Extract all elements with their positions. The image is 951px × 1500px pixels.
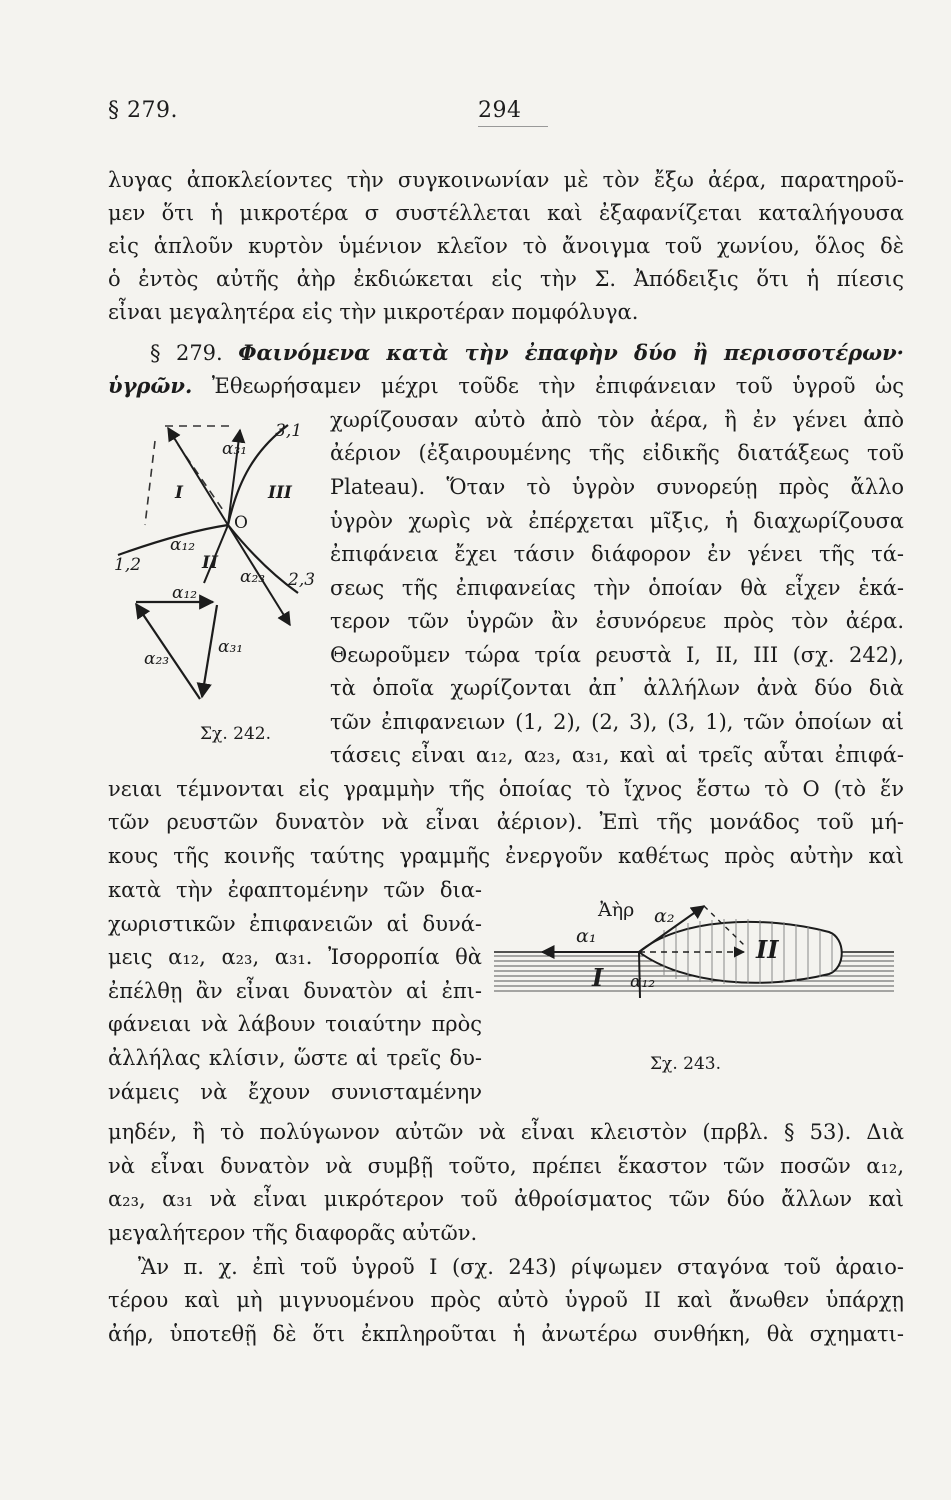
text-line: νάμεις νὰ ἔχουν συνισταμένην [108,1080,482,1104]
text-line: χωριστικῶν ἐπιφανειῶν αἱ δυνά- [108,912,482,936]
text-line: χωρίζουσαν αὐτὸ ἀπὸ τὸν ἀέρα, ἢ ἐν γένει ἀπὸ [330,408,904,432]
text-line: νὰ εἶναι δυνατὸν νὰ συμβῇ τοῦτο, πρέπει ἕκαστον τῶν ποσῶν α₁₂, [108,1154,904,1178]
text-line: εἰς ἁπλοῦν κυρτὸν ὑμένιον κλεῖον τὸ ἄνοιγμα τοῦ χωνίου, ὅλος δὲ [108,234,904,258]
label-liquid-II: II [756,935,779,964]
label-a12: α₁₂ [170,535,196,555]
figure-243-caption: Σχ. 243. [650,1054,721,1074]
section-text: Ἐθεωρήσαμεν μέχρι τοῦδε τὴν ἐπιφάνειαν τοῦ ὑγροῦ ὡς [211,374,904,398]
section-number: § 279. [150,341,223,365]
text-line: μεν ὅτι ἡ μικροτέρα σ συστέλλεται καὶ ἐξαφανίζεται καταλήγουσα [108,201,904,225]
label-air: Ἀὴρ [598,899,635,921]
label-surface-23: 2,3 [288,570,316,590]
label-phase-I: I [175,483,183,503]
text-line: λυγας ἀποκλείοντες τὴν συγκοινωνίαν μὲ τὸν ἔξω ἀέρα, παρατηροῦ- [108,168,904,192]
figure-243-drawing [494,890,904,1000]
figure-242-drawing [100,415,320,745]
text-line: κους τῆς κοινῆς ταύτης γραμμῆς ἐνεργοῦν καθέτως πρὸς αὐτὴν καὶ [108,844,904,868]
text-line: κατὰ τὴν ἐφαπτομένην τῶν δια- [108,878,482,902]
text-line: ἀήρ, ὑποτεθῇ δὲ ὅτι ἐκπληροῦται ἡ ἀνωτέρω συνθήκη, θὰ σχηματι- [108,1322,904,1346]
figure-242 [100,415,320,745]
text-line: τάσεις εἶναι α₁₂, α₂₃, α₃₁, καὶ αἱ τρεῖς αὗται ἐπιφά- [330,743,904,767]
label-phase-II: II [202,553,218,573]
text-line: τὰ ὁποῖα χωρίζονται ἀπ᾽ ἀλλήλων ἀνὰ δύο διὰ [330,676,904,700]
figure-242-caption: Σχ. 242. [200,724,271,744]
text-line: νειαι τέμνονται εἰς γραμμὴν τῆς ὁποίας τὸ ἴχνος ἔστω τὸ O (τὸ ἕν [108,777,904,801]
label-surface-12: 1,2 [114,555,142,575]
text-line: ἀέριον (ἐξαιρουμένης τῆς εἰδικῆς διατάξεως τοῦ [330,441,904,465]
text-line: τέρου καὶ μὴ μιγνυομένου πρὸς αὐτὸ ὑγροῦ II καὶ ἄνωθεν ὑπάρχῃ [108,1288,904,1312]
text-line: Plateau). Ὅταν τὸ ὑγρὸν συνορεύῃ πρὸς ἄλλο [330,475,904,499]
label-phase-III: III [268,483,292,503]
text-line: ἐπιφάνεια ἔχει τάσιν διάφορον ἐν γένει τῆς τά- [330,542,904,566]
label-tri-a12: α₁₂ [172,583,198,603]
text-line: Ἂν π. χ. ἐπὶ τοῦ ὑγροῦ I (σχ. 243) ρίψωμεν σταγόνα τοῦ ἀραιο- [138,1255,904,1279]
text-line: τῶν ἐπιφανειων (1, 2), (2, 3), (3, 1), τῶν ὁποίων αἱ [330,710,904,734]
label-point-O: O [234,513,248,533]
label-tri-a23: α₂₃ [144,649,170,669]
page-number-rule [478,126,548,127]
running-head-section: § 279. [108,98,178,123]
label-surface-31: 3,1 [275,421,303,441]
text-line: α₂₃, α₃₁ νὰ εἶναι μικρότερον τοῦ ἀθροίσματος τῶν δύο ἄλλων καὶ [108,1187,904,1211]
text-line [108,370,904,402]
text-line: μηδέν, ἢ τὸ πολύγωνον αὐτῶν νὰ εἶναι κλειστὸν (πρβλ. § 53). Διὰ [108,1120,904,1144]
text-line: φάνειαι νὰ λάβουν τοιαύτην πρὸς [108,1012,482,1036]
page-number: 294 [478,98,522,123]
text-line: εἶναι μεγαλητέρα εἰς τὴν μικροτέραν πομφόλυγα. [108,300,639,324]
text-line: Θεωροῦμεν τώρα τρία ρευστὰ I, II, III (σχ. 242), [330,643,904,667]
label-a12: α₁₂ [630,972,656,992]
text-line: ἐπέλθῃ ἂν εἶναι δυνατὸν αἱ ἐπι- [108,979,482,1003]
section-heading [150,337,904,369]
label-a2: α₂ [654,905,675,927]
text-line: τῶν ρευστῶν δυνατὸν νὰ εἶναι ἀέριον). Ἐπὶ τῆς μονάδος τοῦ μή- [108,810,904,834]
section-title-end: ὑγρῶν. [108,373,193,398]
text-line: μεγαλήτερον τῆς διαφορᾶς αὐτῶν. [108,1221,478,1245]
text-line: ἀλλήλας κλίσιν, ὥστε αἱ τρεῖς δυ- [108,1046,482,1070]
label-a31: α₃₁ [222,439,248,459]
text-line: ὑγρὸν χωρὶς νὰ ἐπέρχεται μῖξις, ἡ διαχωρίζουσα [330,509,904,533]
text-line: ὁ ἐντὸς αὐτῆς ἀὴρ ἐκδιώκεται εἰς τὴν Σ. Ἀπόδειξις ὅτι ἡ πίεσις [108,267,904,291]
section-title: Φαινόμενα κατὰ τὴν ἐπαφὴν δύο ἢ περισσοτέρων· [238,340,904,365]
label-a23: α₂₃ [240,567,266,587]
text-line: σεως τῆς ἐπιφανείας τὴν ὁποίαν θὰ εἶχεν ἑκά- [330,576,904,600]
text-line: τερον τῶν ὑγρῶν ἂν ἐσυνόρευε πρὸς τὸν ἀέρα. [330,609,904,633]
label-a1: α₁ [576,925,597,947]
label-liquid-I: I [592,963,604,992]
figure-243 [494,890,904,1000]
text-line: μεις α₁₂, α₂₃, α₃₁. Ἰσορροπία θὰ [108,945,482,969]
label-tri-a31: α₃₁ [218,637,244,657]
